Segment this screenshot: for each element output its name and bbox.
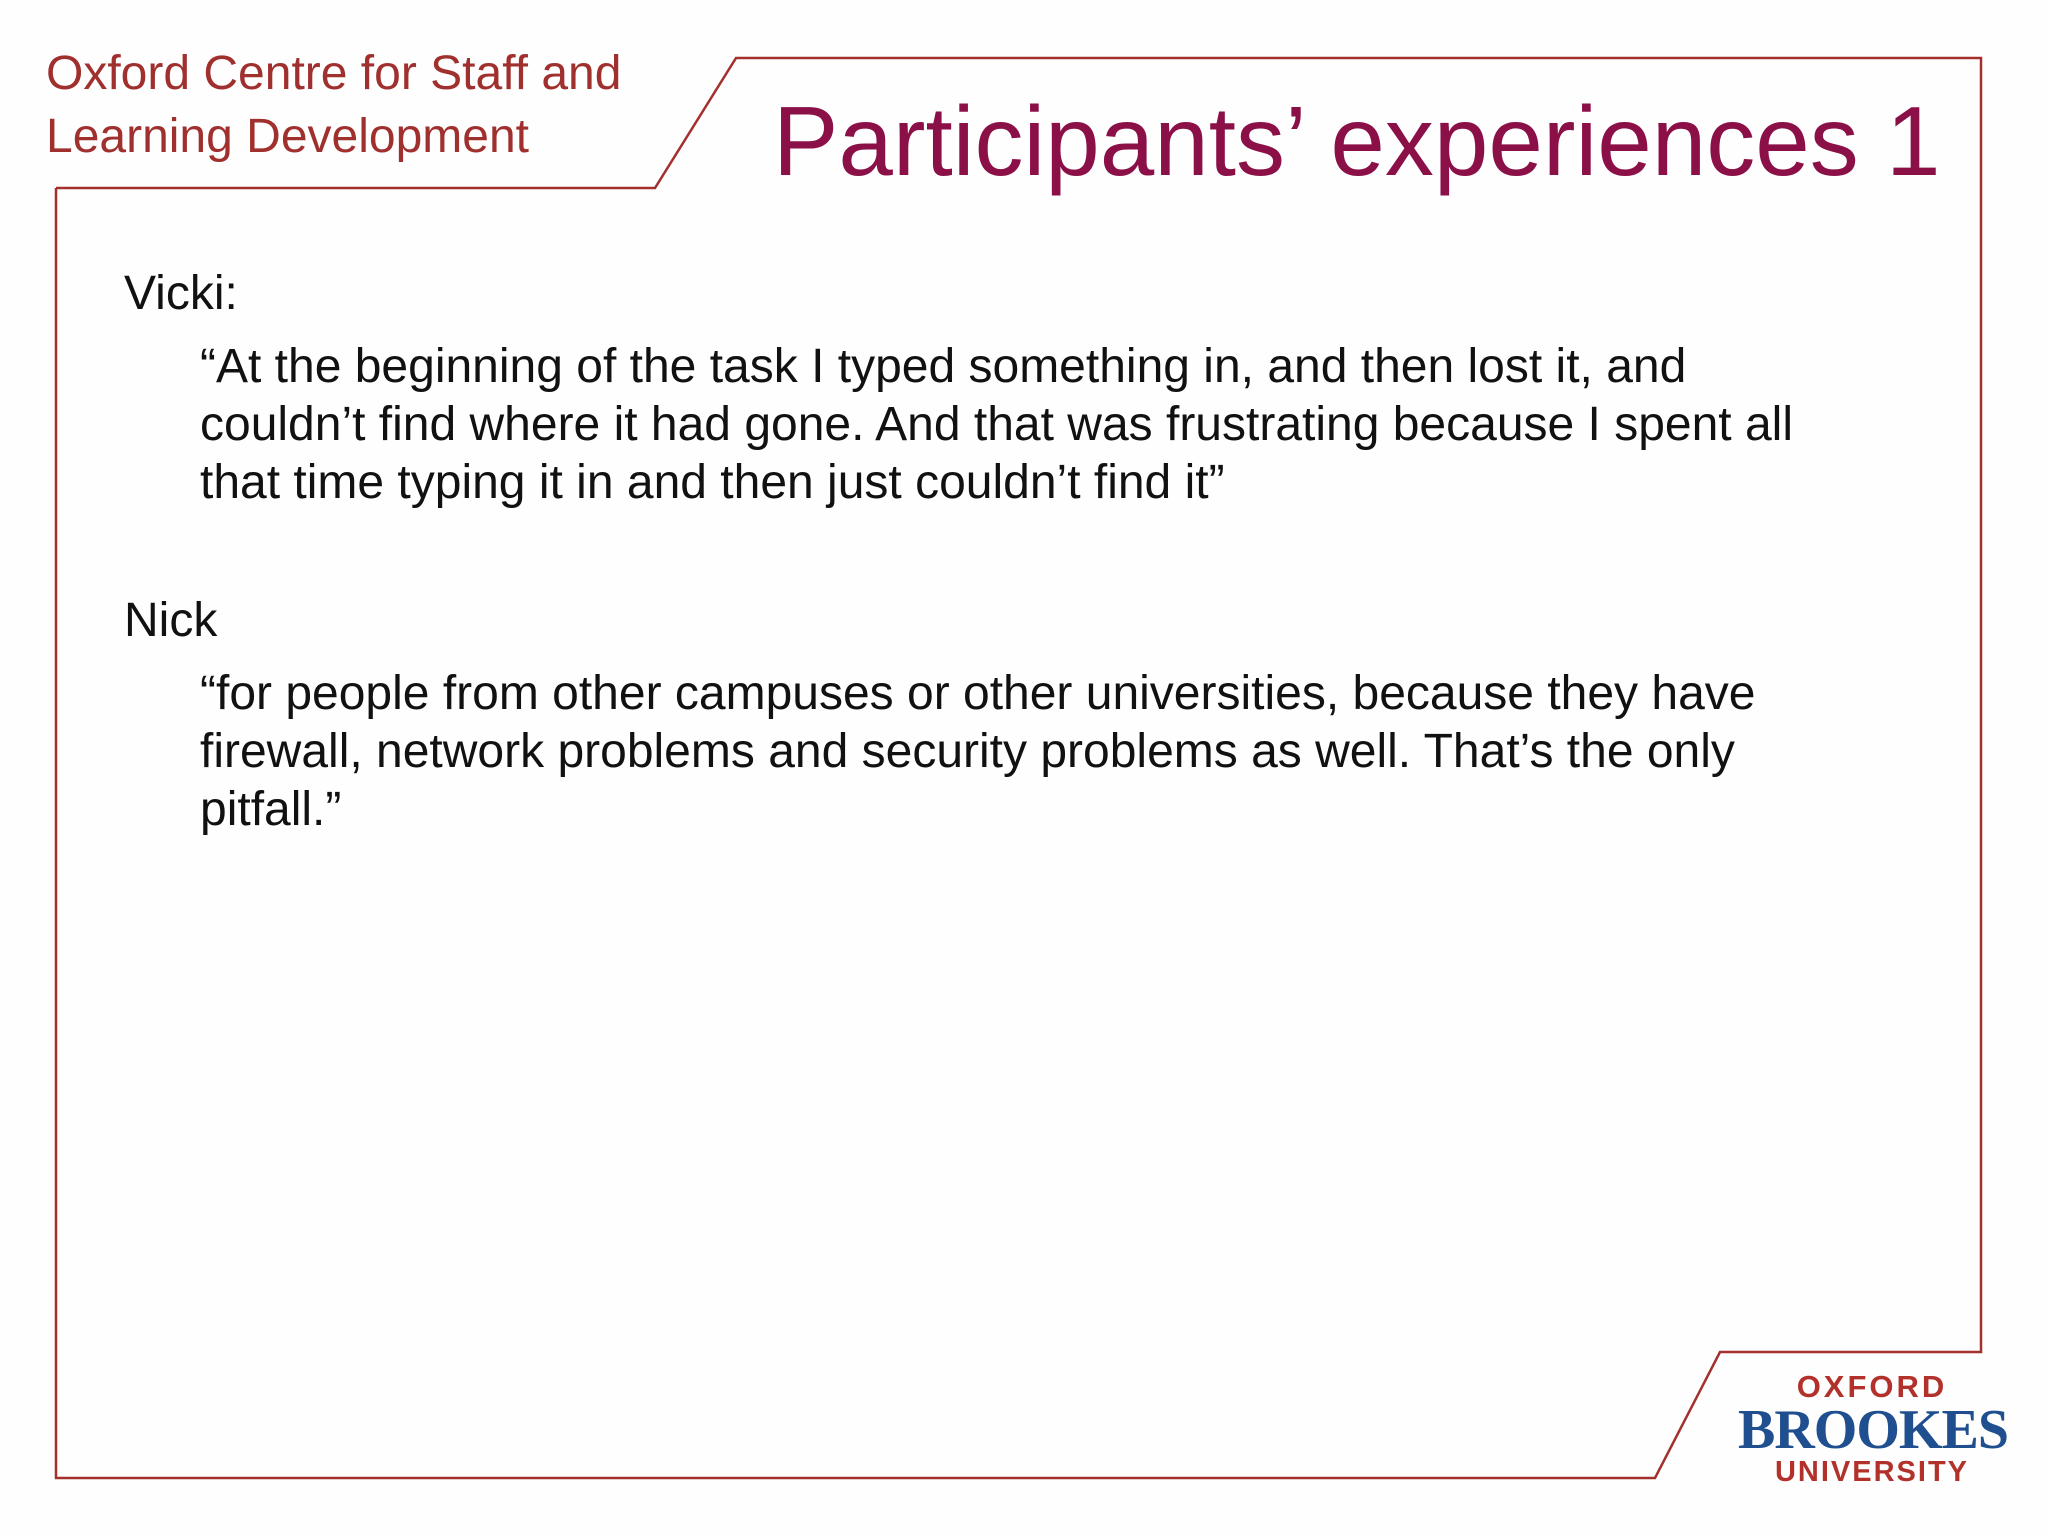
quote-vicki xyxy=(200,338,1960,512)
speaker-vicki: Vicki: xyxy=(124,267,238,320)
slide-title: Participants’ experiences 1 xyxy=(773,86,1941,196)
speaker-nick: Nick xyxy=(124,594,218,647)
quote-line: that time typing it in and then just couldn’t find it” xyxy=(200,456,1225,509)
quote-line: couldn’t find where it had gone. And that was frustrating because I spent all xyxy=(200,398,1793,451)
org-name-line1: Oxford Centre for Staff and xyxy=(46,47,622,100)
quote-line: “At the beginning of the task I typed something in, and then lost it, and xyxy=(200,340,1687,393)
oxford-brookes-logo xyxy=(1738,1370,2006,1488)
quote-line: pitfall.” xyxy=(200,783,342,836)
org-name-line2: Learning Development xyxy=(46,110,529,163)
logo-line-oxford: OXFORD xyxy=(1796,1369,1948,1404)
org-name xyxy=(46,42,621,168)
logo-line-brookes: BROOKES xyxy=(1738,1399,2008,1461)
quote-line: firewall, network problems and security problems as well. That’s the only xyxy=(200,725,1735,778)
quote-line: “for people from other campuses or other universities, because they have xyxy=(200,667,1756,720)
quote-nick xyxy=(200,665,1960,839)
logo-line-university: UNIVERSITY xyxy=(1774,1456,1970,1488)
